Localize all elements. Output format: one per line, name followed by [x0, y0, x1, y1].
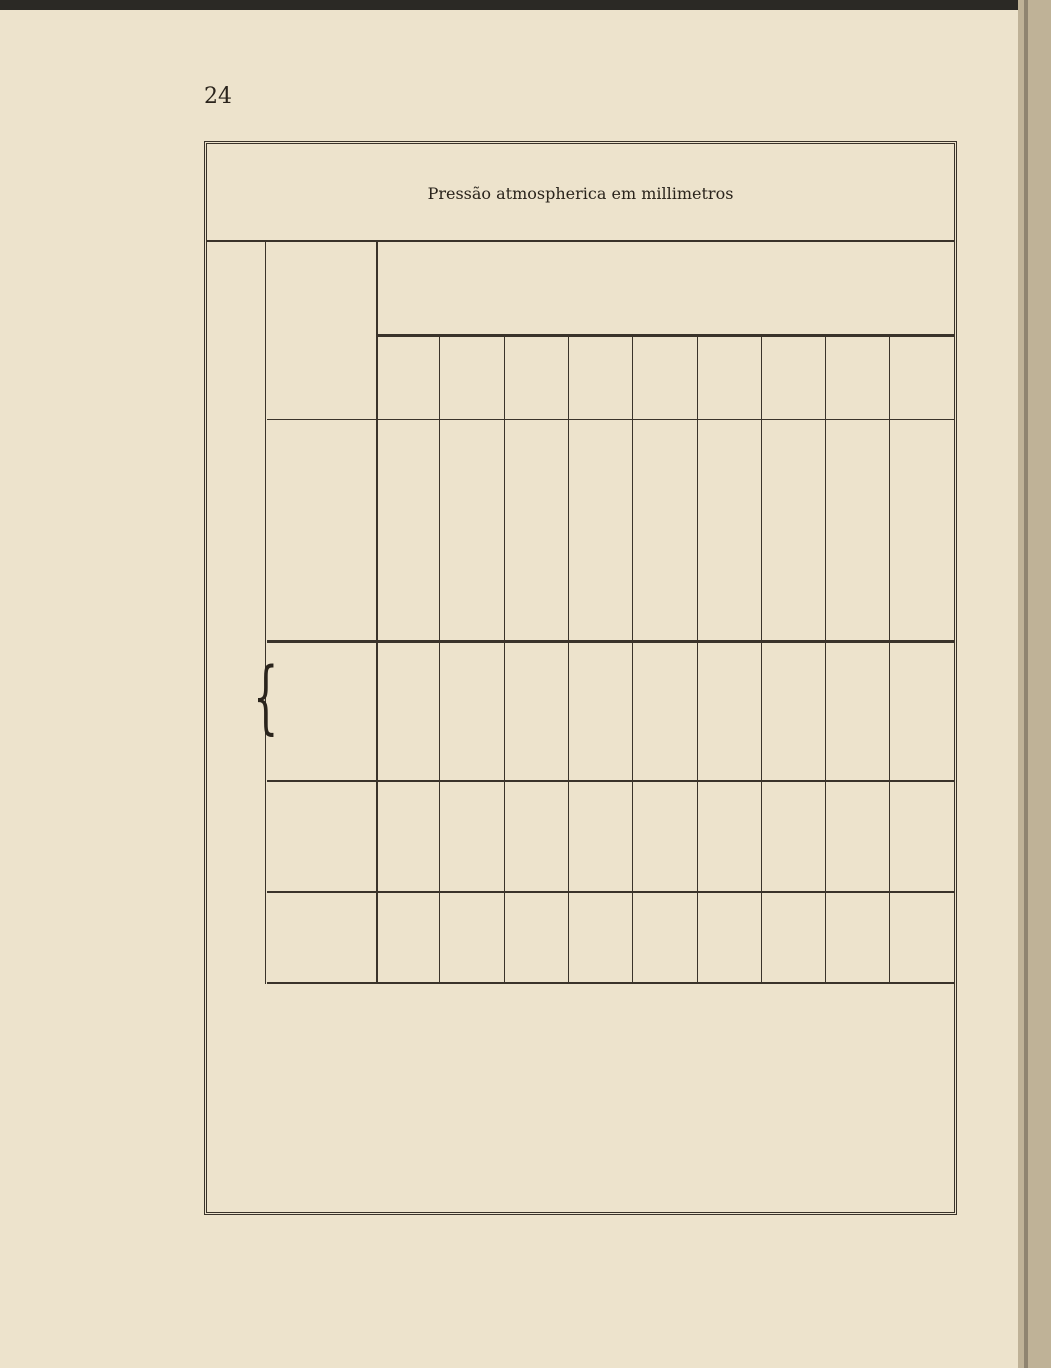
- medias-block-bottom-rule: [267, 780, 954, 782]
- month-column-rule: [568, 336, 569, 982]
- hours-block-bottom-rule: [267, 640, 954, 643]
- table-title: Pressão atmospherica em millimetros: [427, 184, 734, 203]
- month-column-rule: [889, 336, 890, 982]
- dates-block-bottom-rule: [267, 982, 954, 984]
- month-column-rule: [504, 336, 505, 982]
- page-number: 24: [204, 84, 232, 109]
- month-header-bottom-rule: [267, 419, 954, 420]
- month-column-rule: [376, 242, 378, 984]
- title-divider: [207, 240, 954, 242]
- month-column-rule: [697, 336, 698, 982]
- medias-brace: {: [253, 652, 279, 744]
- month-column-rule: [954, 336, 955, 982]
- month-column-rule: [439, 336, 440, 982]
- month-column-rule: [825, 336, 826, 982]
- row-label-column-rule: [265, 242, 266, 984]
- page-fold-line: [1024, 0, 1028, 1368]
- month-column-rule: [632, 336, 633, 982]
- abs-block-bottom-rule: [267, 891, 954, 893]
- month-column-rule: [761, 336, 762, 982]
- page-right-edge: [1018, 0, 1051, 1368]
- page-top-edge: [0, 0, 1051, 10]
- month-header-top-rule: [376, 334, 954, 337]
- table-frame: [204, 141, 957, 1215]
